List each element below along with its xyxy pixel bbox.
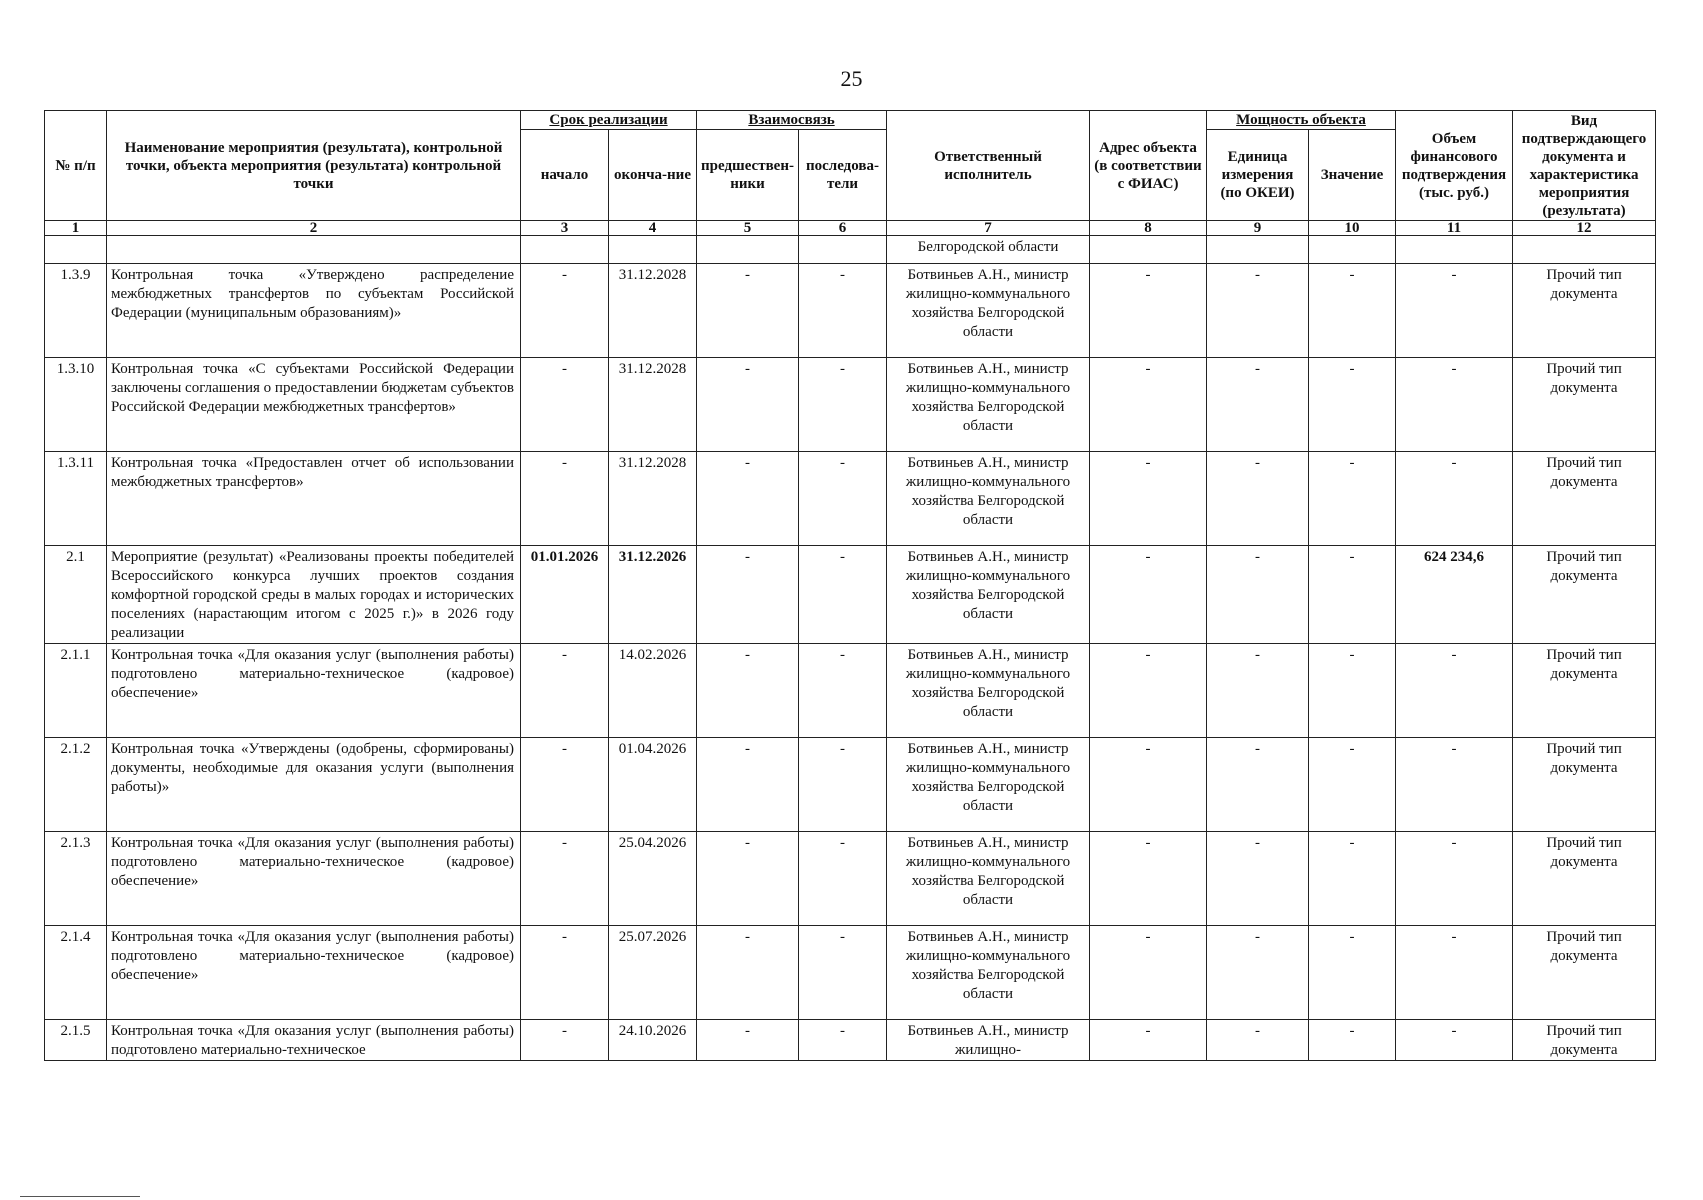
cell-name: Контрольная точка «Для оказания услуг (выполнения работы) подготовлено материально-техническое (кадровое) обеспечение» <box>107 926 521 1020</box>
cell-address: - <box>1090 546 1207 644</box>
cell-doc: Прочий тип документа <box>1513 926 1656 1020</box>
header-group-capacity: Мощность объекта <box>1207 111 1396 130</box>
cell-doc: Прочий тип документа <box>1513 546 1656 644</box>
table-row <box>45 926 1656 1020</box>
cell-predecessors: - <box>697 452 799 546</box>
cell-predecessors: - <box>697 358 799 452</box>
cell-num: 2.1.4 <box>45 926 107 1020</box>
column-number: 11 <box>1396 221 1513 236</box>
header-responsible: Ответственный исполнитель <box>887 111 1090 221</box>
header-name: Наименование мероприятия (результата), контрольной точки, объекта мероприятия (результата) контрольной точки <box>107 111 521 221</box>
cell-start: - <box>521 1020 609 1061</box>
cell-value: - <box>1309 264 1396 358</box>
header-group-term: Срок реализации <box>521 111 697 130</box>
table-row <box>45 644 1656 738</box>
cell-unit: - <box>1207 1020 1309 1061</box>
cell-responsible: Ботвиньев А.Н., министр жилищно-коммунального хозяйства Белгородской области <box>887 738 1090 832</box>
cell-name: Контрольная точка «Утверждены (одобрены, сформированы) документы, необходимые для оказания услуги (выполнения работы)» <box>107 738 521 832</box>
cell-address: - <box>1090 926 1207 1020</box>
cell-responsible: Ботвиньев А.Н., министр жилищно-коммунального хозяйства Белгородской области <box>887 452 1090 546</box>
column-number-row <box>45 221 1656 236</box>
cell-name: Контрольная точка «Утверждено распределение межбюджетных трансфертов по субъектам Российской Федерации (муниципальным образованиям)» <box>107 264 521 358</box>
cell-num: 2.1 <box>45 546 107 644</box>
cell-predecessors: - <box>697 546 799 644</box>
cell-address: - <box>1090 452 1207 546</box>
cell-end: 31.12.2026 <box>609 546 697 644</box>
cell-value: - <box>1309 832 1396 926</box>
cell-end: 25.07.2026 <box>609 926 697 1020</box>
cell-num: 2.1.5 <box>45 1020 107 1061</box>
cell-name: Контрольная точка «Для оказания услуг (выполнения работы) подготовлено материально-техническое (кадровое) обеспечение» <box>107 644 521 738</box>
cell-start: - <box>521 264 609 358</box>
table-row <box>45 738 1656 832</box>
header-finance: Объем финансового подтверждения (тыс. руб.) <box>1396 111 1513 221</box>
cell-finance: - <box>1396 738 1513 832</box>
column-number: 3 <box>521 221 609 236</box>
cell-doc: Прочий тип документа <box>1513 452 1656 546</box>
cell-end: 14.02.2026 <box>609 644 697 738</box>
cell-name: Контрольная точка «Предоставлен отчет об использовании межбюджетных трансфертов» <box>107 452 521 546</box>
table-row <box>45 1020 1656 1061</box>
table-row <box>45 358 1656 452</box>
cell-num: 2.1.2 <box>45 738 107 832</box>
cell-address: - <box>1090 644 1207 738</box>
cell-successors: - <box>799 358 887 452</box>
cell-address: - <box>1090 738 1207 832</box>
cell-end: 25.04.2026 <box>609 832 697 926</box>
cell-value: - <box>1309 644 1396 738</box>
cell-end: 24.10.2026 <box>609 1020 697 1061</box>
cell-predecessors: - <box>697 738 799 832</box>
cell-unit: - <box>1207 738 1309 832</box>
cell-end: 31.12.2028 <box>609 358 697 452</box>
cell-end: 31.12.2028 <box>609 264 697 358</box>
column-number: 7 <box>887 221 1090 236</box>
cell-num: 1.3.11 <box>45 452 107 546</box>
cell-end: 31.12.2028 <box>609 452 697 546</box>
cell-address: - <box>1090 358 1207 452</box>
cell-start: - <box>521 926 609 1020</box>
table-row <box>45 452 1656 546</box>
cell-successors: - <box>799 738 887 832</box>
cell-finance: - <box>1396 264 1513 358</box>
cell-unit: - <box>1207 452 1309 546</box>
continuation-row <box>45 236 1656 264</box>
cell-responsible: Ботвиньев А.Н., министр жилищно-коммунального хозяйства Белгородской области <box>887 264 1090 358</box>
header-end: оконча-ние <box>609 130 697 221</box>
cell-responsible: Ботвиньев А.Н., министр жилищно-коммунального хозяйства Белгородской области <box>887 358 1090 452</box>
cell-finance: - <box>1396 452 1513 546</box>
header-unit: Единица измерения (по ОКЕИ) <box>1207 130 1309 221</box>
cell-start: - <box>521 452 609 546</box>
cell-successors: - <box>799 452 887 546</box>
cell-value: - <box>1309 1020 1396 1061</box>
cell-doc: Прочий тип документа <box>1513 358 1656 452</box>
column-number: 6 <box>799 221 887 236</box>
cell-address: - <box>1090 1020 1207 1061</box>
column-number: 1 <box>45 221 107 236</box>
cell-finance: - <box>1396 832 1513 926</box>
column-number: 9 <box>1207 221 1309 236</box>
cell-doc: Прочий тип документа <box>1513 1020 1656 1061</box>
header-group-link: Взаимосвязь <box>697 111 887 130</box>
header-address: Адрес объекта (в соответствии с ФИАС) <box>1090 111 1207 221</box>
cell-finance: 624 234,6 <box>1396 546 1513 644</box>
cell-successors: - <box>799 264 887 358</box>
cell-finance: - <box>1396 1020 1513 1061</box>
cell-start: - <box>521 832 609 926</box>
cell-unit: - <box>1207 644 1309 738</box>
cell-predecessors: - <box>697 832 799 926</box>
cell-unit: - <box>1207 832 1309 926</box>
column-number: 2 <box>107 221 521 236</box>
table-row <box>45 546 1656 644</box>
cell-responsible: Ботвиньев А.Н., министр жилищно-коммунального хозяйства Белгородской области <box>887 546 1090 644</box>
header-start: начало <box>521 130 609 221</box>
cell-num: 2.1.3 <box>45 832 107 926</box>
cell-start: - <box>521 738 609 832</box>
cell-finance: - <box>1396 358 1513 452</box>
cell-address: - <box>1090 264 1207 358</box>
cell-predecessors: - <box>697 926 799 1020</box>
header-num: № п/п <box>45 111 107 221</box>
cell-unit: - <box>1207 358 1309 452</box>
cell-name: Контрольная точка «Для оказания услуг (выполнения работы) подготовлено материально-техническое (кадровое) обеспечение» <box>107 832 521 926</box>
cell-successors: - <box>799 832 887 926</box>
table-row <box>45 264 1656 358</box>
cell-name: Мероприятие (результат) «Реализованы проекты победителей Всероссийского конкурса лучших проектов создания комфортной городской среды в малых городах и исторических поселениях (нарастающим итогом с 2025 г.)» в 2026 году реализации <box>107 546 521 644</box>
cell-successors: - <box>799 546 887 644</box>
header-successors: последова-тели <box>799 130 887 221</box>
cell-predecessors: - <box>697 644 799 738</box>
cell-unit: - <box>1207 546 1309 644</box>
page-number: 25 <box>840 66 863 91</box>
cell-finance: - <box>1396 644 1513 738</box>
cell-num: 1.3.9 <box>45 264 107 358</box>
cell-responsible: Ботвиньев А.Н., министр жилищно-коммунального хозяйства Белгородской области <box>887 832 1090 926</box>
cell-responsible: Ботвиньев А.Н., министр жилищно-коммунального хозяйства Белгородской области <box>887 926 1090 1020</box>
header-doc: Вид подтверждающего документа и характеристика мероприятия (результата) <box>1513 111 1656 221</box>
cell-value: - <box>1309 926 1396 1020</box>
cell-responsible: Ботвиньев А.Н., министр жилищно-коммунального хозяйства Белгородской области <box>887 644 1090 738</box>
cell-unit: - <box>1207 926 1309 1020</box>
column-number: 12 <box>1513 221 1656 236</box>
cell-successors: - <box>799 644 887 738</box>
cell-successors: - <box>799 926 887 1020</box>
cell-value: - <box>1309 738 1396 832</box>
cell-start: - <box>521 644 609 738</box>
cell-responsible: Ботвиньев А.Н., министр жилищно- <box>887 1020 1090 1061</box>
column-number: 8 <box>1090 221 1207 236</box>
cell-num: 1.3.10 <box>45 358 107 452</box>
cell-doc: Прочий тип документа <box>1513 832 1656 926</box>
column-number: 5 <box>697 221 799 236</box>
cell-predecessors: - <box>697 264 799 358</box>
cell-start: 01.01.2026 <box>521 546 609 644</box>
cell-num: 2.1.1 <box>45 644 107 738</box>
cell-doc: Прочий тип документа <box>1513 738 1656 832</box>
cell-value: - <box>1309 452 1396 546</box>
header-predecessors: предшествен-ники <box>697 130 799 221</box>
cell-name: Контрольная точка «Для оказания услуг (выполнения работы) подготовлено материально-техническое <box>107 1020 521 1061</box>
cell-name: Контрольная точка «С субъектами Российской Федерации заключены соглашения о предоставлении бюджетам субъектов Российской Федерации межбюджетных трансфертов» <box>107 358 521 452</box>
cell-start: - <box>521 358 609 452</box>
cell-doc: Прочий тип документа <box>1513 264 1656 358</box>
cell-doc: Прочий тип документа <box>1513 644 1656 738</box>
column-number: 10 <box>1309 221 1396 236</box>
header-value: Значение <box>1309 130 1396 221</box>
cell-address: - <box>1090 832 1207 926</box>
cell-unit: - <box>1207 264 1309 358</box>
table-body <box>45 236 1656 1061</box>
cell-end: 01.04.2026 <box>609 738 697 832</box>
scan-edge-line <box>20 1196 140 1197</box>
table-row <box>45 832 1656 926</box>
cell-successors: - <box>799 1020 887 1061</box>
plan-table <box>44 110 1656 1061</box>
cell-responsible: Белгородской области <box>887 236 1090 264</box>
cell-finance: - <box>1396 926 1513 1020</box>
table-header <box>45 111 1656 236</box>
column-number: 4 <box>609 221 697 236</box>
cell-value: - <box>1309 358 1396 452</box>
cell-predecessors: - <box>697 1020 799 1061</box>
cell-value: - <box>1309 546 1396 644</box>
